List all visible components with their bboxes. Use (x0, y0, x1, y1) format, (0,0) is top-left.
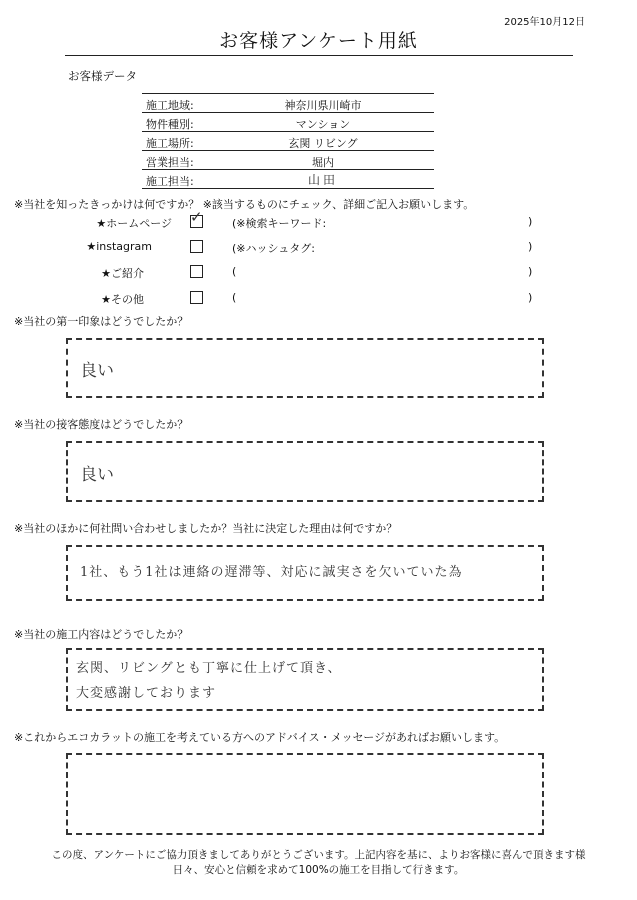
customer-section-label: お客様データ (68, 69, 137, 83)
check-mark-icon: ✓ (190, 208, 203, 226)
question-source: ※当社を知ったきっかけは何ですか？ ※該当するものにチェック、詳細ご記入お願いします。 (14, 198, 475, 211)
checkbox-other[interactable] (190, 291, 203, 304)
source-close-paren: ) (528, 265, 533, 278)
source-label-homepage: ★ホームページ (96, 217, 172, 230)
title-underline (65, 55, 573, 56)
customer-data-row (142, 170, 434, 189)
source-label-referral: ★ご紹介 (101, 267, 144, 280)
field-value-property-type: マンション (295, 118, 351, 131)
source-detail-other: ( (232, 291, 237, 304)
source-close-paren: ) (528, 240, 533, 253)
customer-data-table (142, 93, 434, 189)
page-title: お客様アンケート用紙 (219, 30, 418, 52)
footer-line-1: この度、アンケートにご協力頂きましてありがとうございます。上記内容を基に、よりお客様に喜んで頂きます様 (51, 849, 586, 861)
field-value-sales-rep: 堀内 (312, 156, 334, 169)
question-other-companies: ※当社のほかに何社問い合わせしましたか？当社に決定した理由は何ですか？ (14, 522, 398, 535)
checkbox-referral[interactable] (190, 265, 203, 278)
answer-service: 良い (80, 465, 114, 485)
field-label-installer: 施工担当: (146, 175, 194, 188)
source-close-paren: ) (528, 291, 533, 304)
field-value-location: 玄関 リビング (288, 137, 358, 150)
answer-box-service[interactable] (66, 441, 544, 502)
field-value-area: 神奈川県川崎市 (284, 99, 362, 112)
source-close-paren: ) (528, 215, 533, 228)
customer-data-row (142, 151, 434, 170)
answer-box-advice[interactable] (66, 753, 544, 835)
customer-data-row (142, 113, 434, 132)
field-label-property-type: 物件種別: (146, 118, 194, 131)
question-advice: ※これからエコカラットの施工を考えている方へのアドバイス・メッセージがあればお願いします。 (14, 731, 506, 744)
survey-date: 2025年10月12日 (504, 17, 585, 28)
field-label-sales-rep: 営業担当: (146, 156, 194, 169)
source-detail-referral: ( (232, 265, 237, 278)
answer-work-line-1: 玄関、リビングとも丁寧に仕上げて頂き、 (76, 661, 342, 676)
question-first-impression: ※当社の第一印象はどうでしたか？ (14, 315, 189, 328)
answer-box-work[interactable] (66, 648, 544, 711)
answer-first-impression: 良い (80, 361, 114, 381)
customer-data-row (142, 132, 434, 151)
source-detail-instagram: (※ハッシュタグ: (232, 242, 315, 255)
checkbox-homepage[interactable] (190, 208, 203, 228)
answer-work-line-2: 大変感謝しております (76, 686, 217, 701)
customer-data-row (142, 94, 434, 113)
footer-line-2: 日々、安心と信頼を求めて100%の施工を目指して行きます。 (172, 864, 465, 876)
field-value-installer: 山田 (307, 173, 338, 187)
answer-box-other-companies[interactable] (66, 545, 544, 601)
answer-other-companies: 1社、もう1社は連絡の遅滞等、対応に誠実さを欠いていた為 (80, 565, 463, 580)
checkbox-instagram[interactable] (190, 240, 203, 253)
field-label-area: 施工地域: (146, 99, 194, 112)
source-label-other: ★その他 (101, 293, 144, 306)
field-label-location: 施工場所: (146, 137, 194, 150)
question-work: ※当社の施工内容はどうでしたか？ (14, 628, 189, 641)
answer-box-first-impression[interactable] (66, 338, 544, 398)
source-label-instagram: ★instagram (86, 240, 152, 253)
question-service: ※当社の接客態度はどうでしたか？ (14, 418, 189, 431)
source-detail-homepage: (※検索キーワード: (232, 217, 327, 230)
